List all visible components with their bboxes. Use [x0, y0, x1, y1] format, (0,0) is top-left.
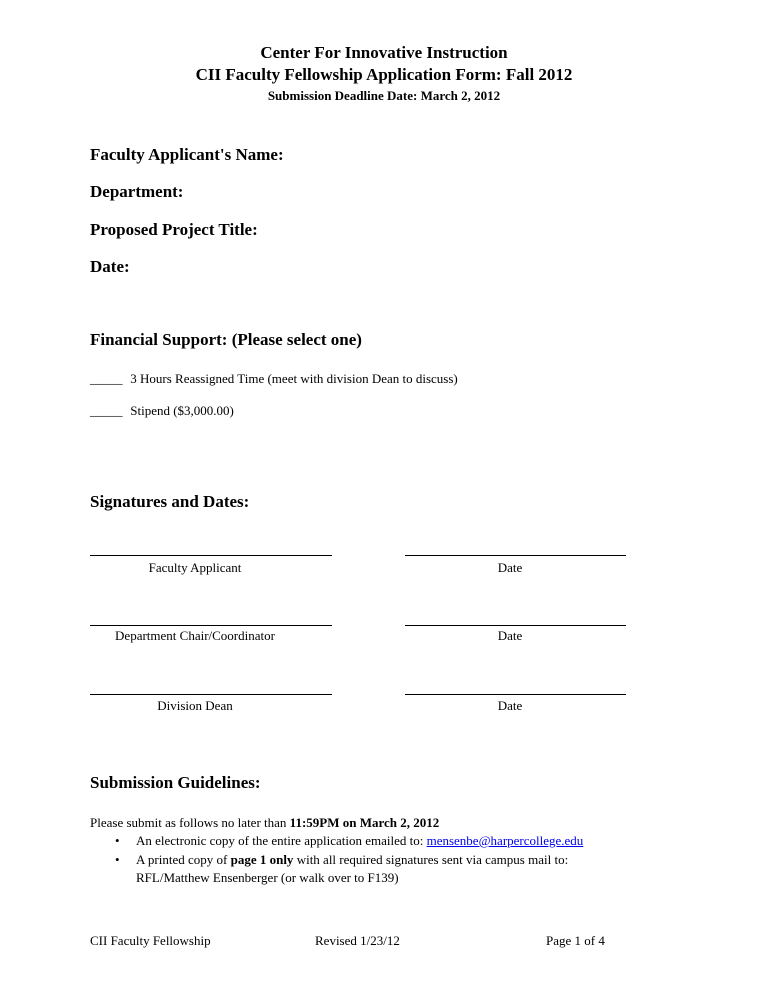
department-label: Department: [90, 182, 184, 201]
bullet-text: A printed copy of [136, 852, 231, 867]
option-label: 3 Hours Reassigned Time (meet with division Dean to discuss) [130, 371, 458, 386]
option-blank: _____ [90, 403, 123, 418]
form-title: CII Faculty Fellowship Application Form: Fall 2012 [195, 65, 573, 84]
bullet-text: An electronic copy of the entire application emailed to: [136, 833, 427, 848]
date-line[interactable] [405, 555, 626, 556]
guidelines-intro [90, 815, 439, 831]
project-title-label: Proposed Project Title: [90, 220, 258, 239]
signatures-heading: Signatures and Dates: [90, 492, 250, 511]
date-caption: Date [497, 628, 523, 643]
bullet-printed-copy [136, 852, 568, 868]
submission-guidelines-heading: Submission Guidelines: [90, 773, 261, 792]
financial-support-heading: Financial Support: (Please select one) [90, 330, 362, 349]
org-name: Center For Innovative Instruction [260, 43, 508, 62]
bullet-icon: • [115, 852, 120, 867]
footer-left: CII Faculty Fellowship [90, 933, 211, 948]
submission-deadline: Submission Deadline Date: March 2, 2012 [267, 88, 501, 103]
signature-line[interactable] [90, 694, 332, 695]
option-blank: _____ [90, 371, 123, 386]
division-dean-label: Division Dean [157, 698, 233, 713]
signature-line[interactable] [90, 625, 332, 626]
intro-text: Please submit as follows no later than [90, 815, 290, 830]
footer-revised: Revised 1/23/12 [315, 933, 400, 948]
bullet-electronic-copy [136, 833, 583, 849]
option-stipend[interactable] [90, 403, 234, 419]
date-label: Date: [90, 257, 130, 276]
email-link[interactable]: mensenbe@harpercollege.edu [426, 833, 584, 848]
date-line[interactable] [405, 625, 626, 626]
page-number: Page 1 of 4 [546, 933, 605, 948]
date-line[interactable] [405, 694, 626, 695]
option-label: Stipend ($3,000.00) [130, 403, 234, 418]
page-one-only: page 1 only [230, 852, 294, 867]
intro-deadline: 11:59PM on March 2, 2012 [289, 815, 440, 830]
department-chair-label: Department Chair/Coordinator [115, 628, 275, 643]
campus-mail-address: RFL/Matthew Ensenberger (or walk over to F139) [136, 870, 399, 885]
signature-line[interactable] [90, 555, 332, 556]
applicant-name-label: Faculty Applicant's Name: [90, 145, 284, 164]
faculty-applicant-label: Faculty Applicant [148, 560, 242, 575]
date-caption: Date [497, 698, 523, 713]
bullet-text-cont: with all required signatures sent via campus mail to: [293, 852, 569, 867]
option-reassigned-time[interactable] [90, 371, 458, 387]
date-caption: Date [497, 560, 523, 575]
bullet-icon: • [115, 833, 120, 848]
